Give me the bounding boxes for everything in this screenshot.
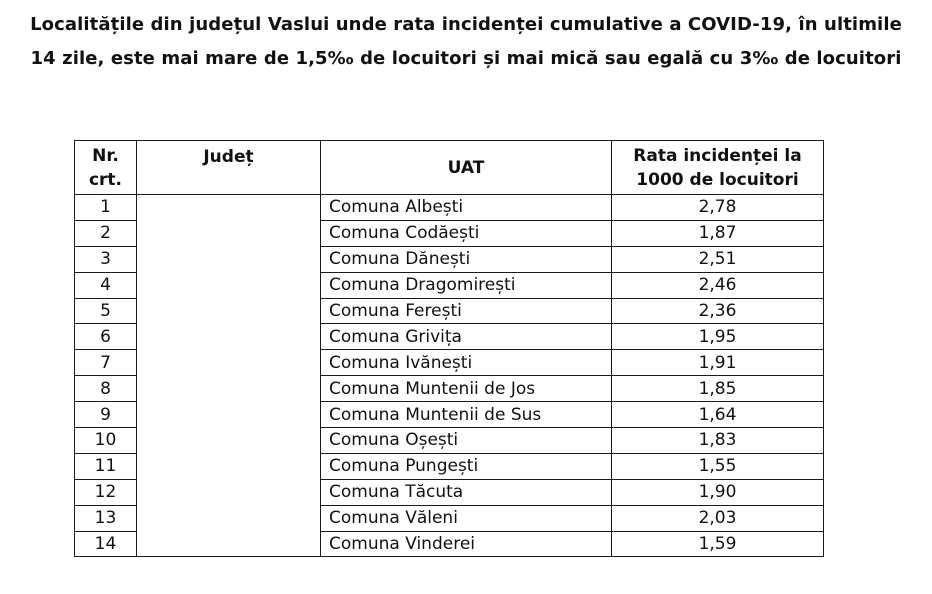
cell-nr: 3: [75, 246, 137, 272]
cell-rate: 1,95: [612, 324, 824, 350]
cell-uat: Comuna Codăești: [321, 220, 612, 246]
cell-uat: Comuna Dănești: [321, 246, 612, 272]
cell-nr: 13: [75, 505, 137, 531]
cell-rate: 1,55: [612, 453, 824, 479]
table-header-row: [75, 141, 824, 195]
cell-rate: 2,03: [612, 505, 824, 531]
cell-rate: 2,78: [612, 195, 824, 221]
cell-rate: 1,91: [612, 350, 824, 376]
cell-nr: 4: [75, 272, 137, 298]
title-line-2: 14 zile, este mai mare de 1,5‰ de locuitori și mai mică sau egală cu 3‰ de locuitori: [30, 48, 902, 69]
cell-rate: 1,59: [612, 531, 824, 557]
cell-rate: 2,51: [612, 246, 824, 272]
cell-nr: 6: [75, 324, 137, 350]
table-row: [75, 195, 824, 221]
cell-uat: Comuna Ivănești: [321, 350, 612, 376]
table-body: [75, 195, 824, 557]
cell-nr: 9: [75, 402, 137, 428]
cell-nr: 14: [75, 531, 137, 557]
cell-rate: 1,90: [612, 479, 824, 505]
cell-judet: [137, 195, 321, 557]
cell-nr: 11: [75, 453, 137, 479]
header-nr-crt: Nr. crt.: [75, 141, 137, 195]
header-uat: UAT: [321, 141, 612, 195]
cell-rate: 1,64: [612, 402, 824, 428]
cell-rate: 2,46: [612, 272, 824, 298]
cell-uat: Comuna Tăcuta: [321, 479, 612, 505]
cell-nr: 10: [75, 428, 137, 454]
cell-uat: Comuna Ferești: [321, 298, 612, 324]
header-judet: Județ: [137, 141, 321, 195]
cell-uat: Comuna Oșești: [321, 428, 612, 454]
cell-rate: 1,85: [612, 376, 824, 402]
incidence-table: [74, 140, 824, 557]
cell-uat: Comuna Muntenii de Sus: [321, 402, 612, 428]
cell-nr: 5: [75, 298, 137, 324]
cell-nr: 1: [75, 195, 137, 221]
cell-uat: Comuna Dragomirești: [321, 272, 612, 298]
cell-nr: 2: [75, 220, 137, 246]
cell-uat: Comuna Vinderei: [321, 531, 612, 557]
header-rate: Rata incidenței la 1000 de locuitori: [612, 141, 824, 195]
cell-rate: 2,36: [612, 298, 824, 324]
cell-rate: 1,83: [612, 428, 824, 454]
cell-uat: Comuna Albești: [321, 195, 612, 221]
cell-uat: Comuna Grivița: [321, 324, 612, 350]
cell-nr: 12: [75, 479, 137, 505]
cell-uat: Comuna Muntenii de Jos: [321, 376, 612, 402]
cell-nr: 7: [75, 350, 137, 376]
cell-rate: 1,87: [612, 220, 824, 246]
cell-uat: Comuna Pungești: [321, 453, 612, 479]
cell-nr: 8: [75, 376, 137, 402]
document-title: [0, 8, 932, 76]
title-line-1: Localitățile din județul Vaslui unde rata incidenței cumulative a COVID-19, în ultimile: [30, 14, 902, 35]
cell-uat: Comuna Văleni: [321, 505, 612, 531]
